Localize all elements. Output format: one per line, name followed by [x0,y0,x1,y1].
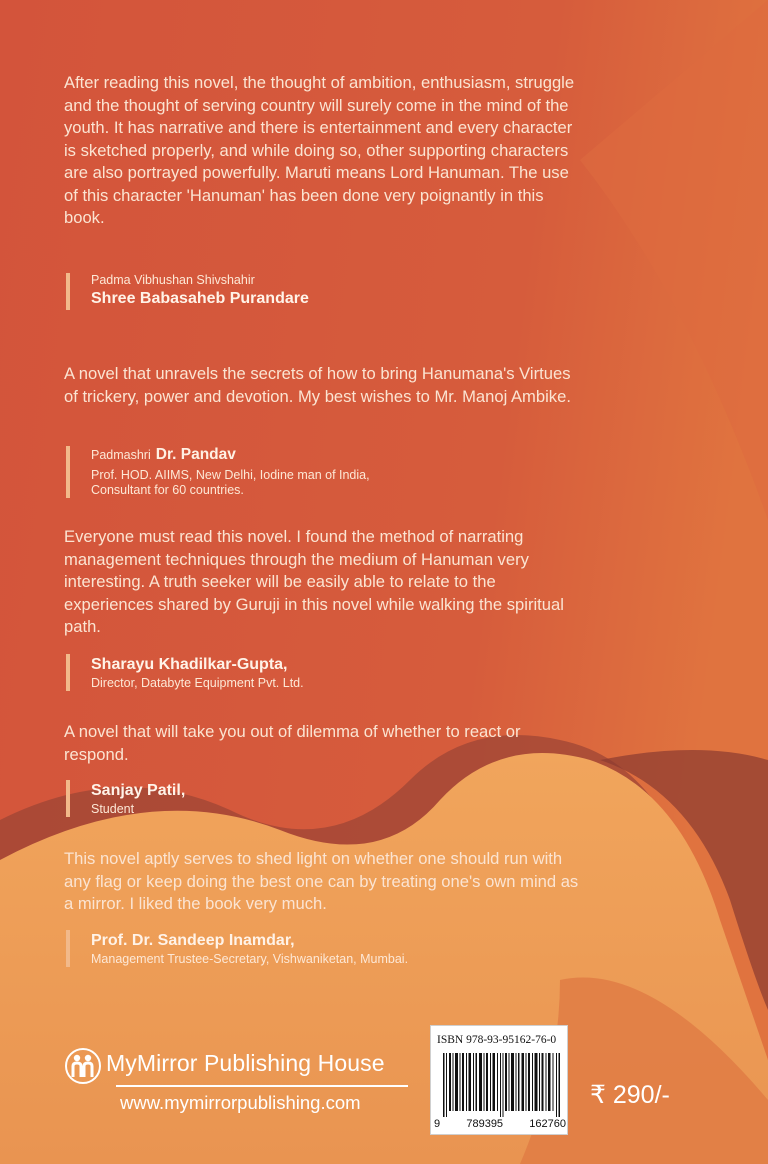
publisher-block [64,1047,414,1137]
testimonial-quote-4: A novel that will take you out of dilemma of whether to react or respond. [64,722,521,764]
testimonial-quote-1: After reading this novel, the thought of ambition, enthusiasm, struggle and the thought of serving country will surely come in the mind of the youth. It has narrative and there is entertainment and every character is sketched properly, and while doing so, other supporting characters are also portrayed powerfully. Maruti means Lord Hanuman. The use of this character 'Hanuman' has been done very poignantly in this book. [64,73,575,227]
attribution-role: Management Trustee-Secretary, Vishwaniketan, Mumbai. [91,952,409,966]
attribution-detail: Consultant for 60 countries. [91,483,244,497]
attribution-role: Student [91,802,135,816]
attribution-detail: Prof. HOD. AIIMS, New Delhi, Iodine man of India, [91,468,370,482]
barcode-digits [434,1118,566,1130]
publisher-divider [116,1085,408,1087]
attribution-name: Prof. Dr. Sandeep Inamdar, [91,932,295,949]
isbn-label: ISBN 978-93-95162-76-0 [437,1034,557,1046]
barcode-digit-group: 162760 [529,1118,566,1130]
attribution-3 [66,654,304,691]
testimonial-quote-3: Everyone must read this novel. I found the method of narrating management techniques through the medium of Hanuman very interesting. A truth seeker will be easily able to relate to the experiences shared by Guruji in this novel while walking the spiritual path. [64,527,564,636]
attribution-name: Shree Babasaheb Purandare [91,290,309,307]
attribution-title: Padma Vibhushan Shivshahir [91,273,255,287]
attribution-name: Sharayu Khadilkar-Gupta, [91,656,288,673]
attribution-4 [66,780,185,817]
publisher-website: www.mymirrorpublishing.com [120,1092,361,1113]
barcode-graphic [443,1053,561,1117]
people-logo-icon [64,1047,102,1085]
barcode-digit-lead: 9 [434,1118,441,1130]
isbn-barcode-box [430,1025,568,1135]
attribution-role: Director, Databyte Equipment Pvt. Ltd. [91,676,304,690]
attribution-2 [66,446,370,498]
attribution-name: Dr. Pandav [155,446,236,463]
publisher-name: MyMirror Publishing House [106,1050,385,1076]
attribution-title-row [91,446,370,464]
attribution-title: Padmashri [91,448,151,462]
attribution-1 [66,273,309,310]
price-label: ₹ 290/- [590,1081,670,1109]
attribution-name: Sanjay Patil, [91,782,186,799]
attribution-5 [66,930,408,967]
barcode-digit-group: 789395 [466,1118,504,1130]
testimonial-quote-2: A novel that unravels the secrets of how to bring Hanumana's Virtues of trickery, power and devotion. My best wishes to Mr. Manoj Ambike. [64,364,571,406]
testimonial-quote-5: This novel aptly serves to shed light on whether one should run with any flag or keep doing the best one can by treating one's own mind as a mirror. I liked the book very much. [64,849,579,913]
